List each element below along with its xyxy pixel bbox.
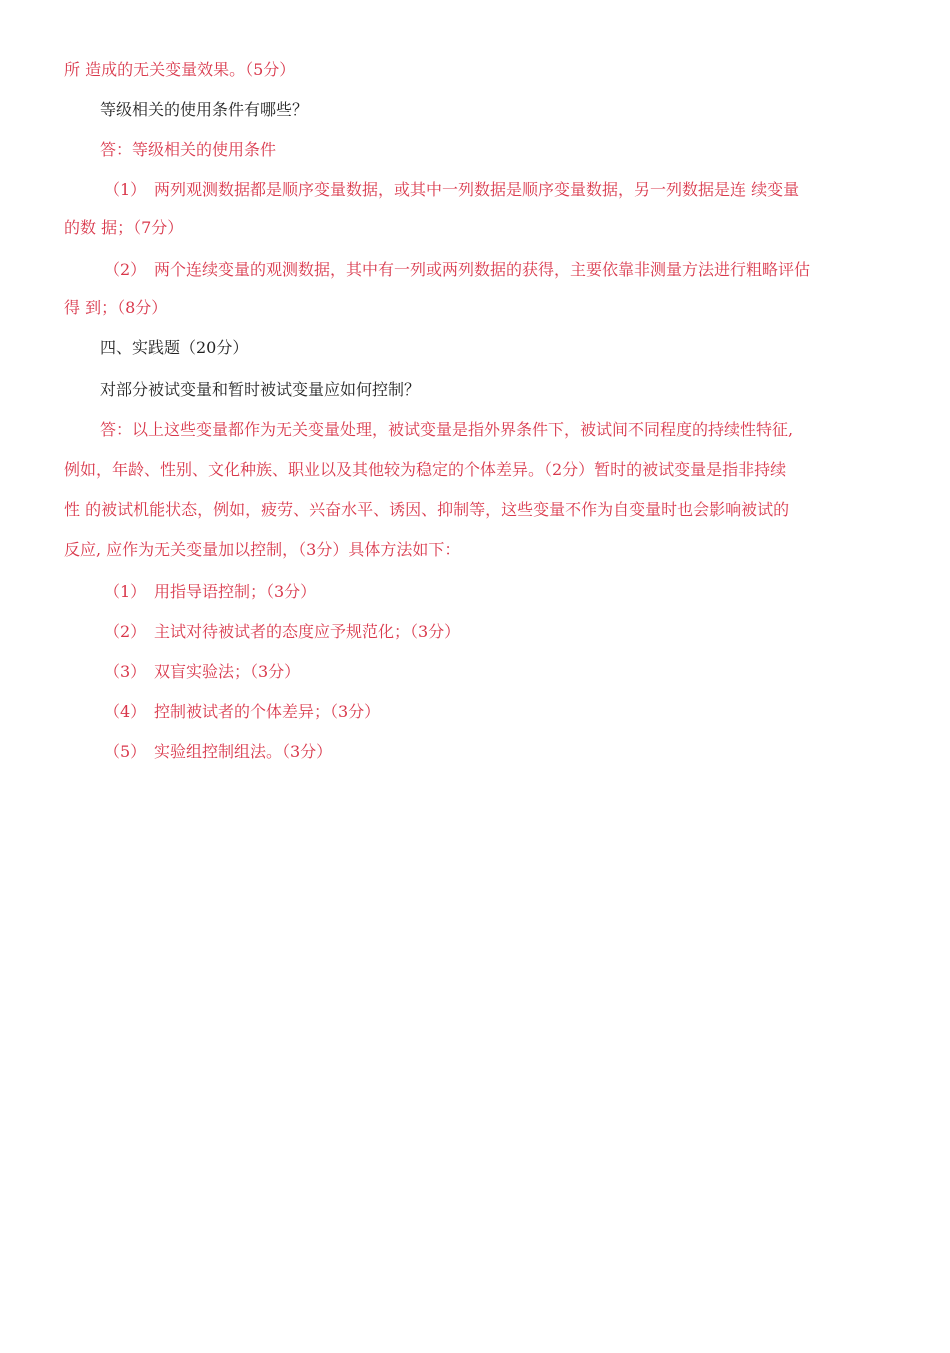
question-subject-variable-control: 对部分被试变量和暂时被试变量应如何控制？ bbox=[100, 380, 421, 399]
method-text: 用指导语控制；（3分） bbox=[154, 582, 317, 601]
method-text: 主试对待被试者的态度应予规范化；（3分） bbox=[154, 622, 461, 641]
rank-condition-2-continuation: 得 到；（8分） bbox=[64, 298, 168, 317]
method-number: （4） bbox=[104, 702, 147, 721]
answer-control-line-3: 性 的被试机能状态，例如，疲劳、兴奋水平、诱因、抑制等，这些变量不作为自变量时也会影响被试的 bbox=[64, 500, 790, 519]
method-number: （2） bbox=[104, 622, 147, 641]
rank-condition-2 bbox=[104, 250, 930, 290]
rank-condition-2-number: （2） bbox=[104, 260, 147, 279]
section-heading-practice: 四、实践题（20分） bbox=[100, 338, 249, 357]
rank-condition-2-text: 两个连续变量的观测数据，其中有一列或两列数据的获得，主要依靠非测量方法进行粗略评估 bbox=[154, 260, 811, 279]
method-item bbox=[104, 612, 460, 652]
question-rank-correlation: 等级相关的使用条件有哪些？ bbox=[100, 100, 309, 119]
method-item bbox=[104, 692, 380, 732]
method-text: 实验组控制组法。（3分） bbox=[154, 742, 333, 761]
method-text: 控制被试者的个体差异；（3分） bbox=[154, 702, 381, 721]
method-number: （3） bbox=[104, 662, 147, 681]
rank-condition-1-continuation: 的数 据；（7分） bbox=[64, 218, 184, 237]
rank-condition-1-number: （1） bbox=[104, 180, 147, 199]
answer-control-line-2: 例如，年龄、性别、文化种族、职业以及其他较为稳定的个体差异。（2分）暂时的被试变量是指非持续 bbox=[64, 460, 787, 479]
answer-control-line-4: 反应, 应作为无关变量加以控制，（3分）具体方法如下： bbox=[64, 540, 461, 559]
method-item bbox=[104, 572, 316, 612]
method-item bbox=[104, 732, 332, 772]
method-text: 双盲实验法；（3分） bbox=[154, 662, 301, 681]
rank-condition-1 bbox=[104, 170, 930, 210]
answer-rank-intro: 答：等级相关的使用条件 bbox=[100, 140, 277, 159]
rank-condition-1-text: 两列观测数据都是顺序变量数据，或其中一列数据是顺序变量数据，另一列数据是连 续变量 bbox=[154, 180, 800, 199]
method-number: （5） bbox=[104, 742, 147, 761]
method-item bbox=[104, 652, 300, 692]
answer-control-line-1: 答：以上这些变量都作为无关变量处理，被试变量是指外界条件下，被试间不同程度的持续性特征, bbox=[100, 420, 794, 439]
method-number: （1） bbox=[104, 582, 147, 601]
answer-continuation: 所 造成的无关变量效果。（5分） bbox=[64, 60, 296, 79]
